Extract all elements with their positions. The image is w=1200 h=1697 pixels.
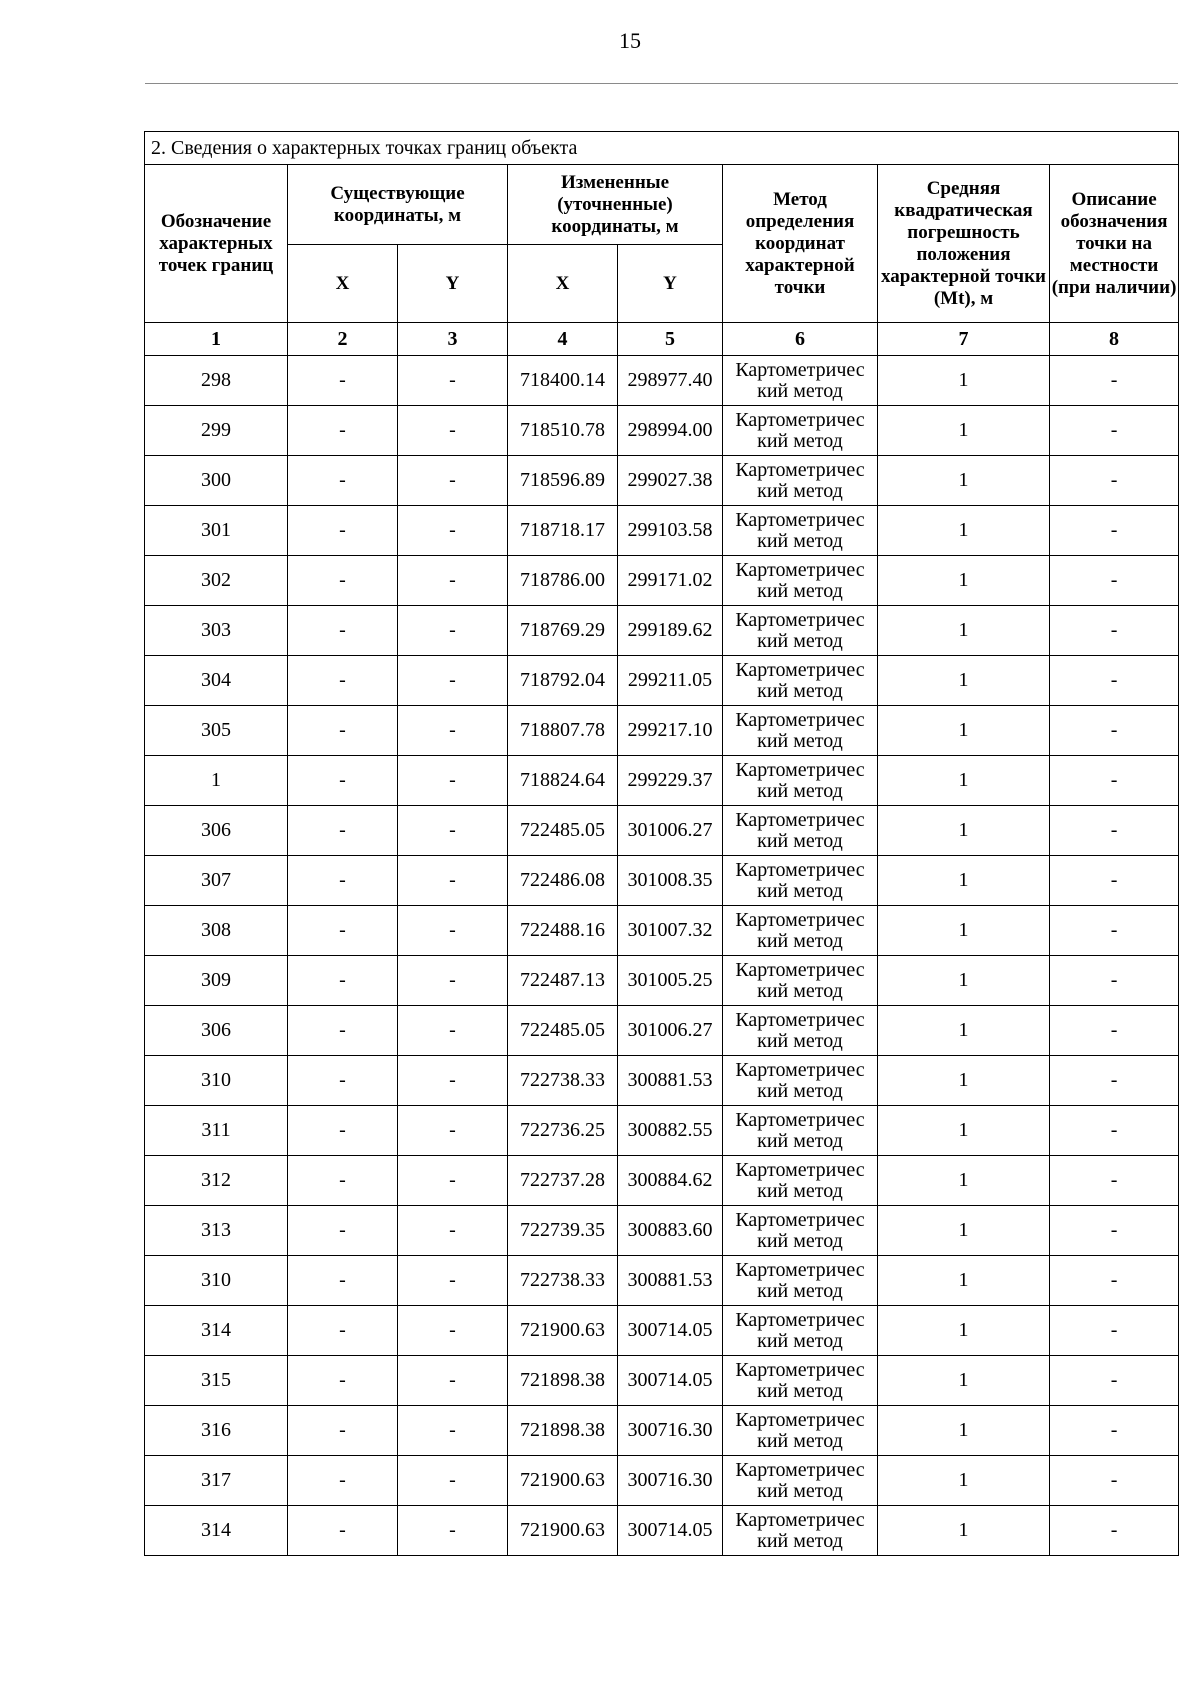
cell-mean-error: 1 — [878, 1206, 1050, 1256]
cell-method — [723, 656, 878, 706]
column-number: 2 — [288, 323, 398, 356]
cell-existing-y: - — [398, 1056, 508, 1106]
column-number: 7 — [878, 323, 1050, 356]
method-line: Картометричес — [735, 808, 865, 831]
cell-description: - — [1050, 406, 1179, 456]
cell-changed-y: 300884.62 — [618, 1156, 723, 1206]
cell-point-id: 300 — [145, 456, 288, 506]
cell-existing-y: - — [398, 456, 508, 506]
method-line: кий метод — [757, 979, 843, 1002]
cell-point-id: 302 — [145, 556, 288, 606]
method-line: Картометричес — [735, 1158, 865, 1181]
cell-existing-y: - — [398, 1206, 508, 1256]
method-line: кий метод — [757, 479, 843, 502]
cell-mean-error: 1 — [878, 1056, 1050, 1106]
cell-point-id: 308 — [145, 906, 288, 956]
cell-point-id: 316 — [145, 1406, 288, 1456]
cell-mean-error: 1 — [878, 356, 1050, 406]
cell-method — [723, 1456, 878, 1506]
cell-changed-y: 300716.30 — [618, 1406, 723, 1456]
method-line: Картометричес — [735, 708, 865, 731]
cell-existing-x: - — [288, 706, 398, 756]
cell-changed-x: 722488.16 — [508, 906, 618, 956]
cell-description: - — [1050, 1106, 1179, 1156]
cell-changed-y: 298994.00 — [618, 406, 723, 456]
cell-description: - — [1050, 656, 1179, 706]
cell-existing-x: - — [288, 1506, 398, 1556]
cell-existing-x: - — [288, 606, 398, 656]
cell-changed-y: 299229.37 — [618, 756, 723, 806]
cell-method — [723, 1006, 878, 1056]
cell-method — [723, 1056, 878, 1106]
cell-existing-x: - — [288, 1356, 398, 1406]
table-row — [145, 1356, 1179, 1406]
cell-changed-y: 299189.62 — [618, 606, 723, 656]
cell-point-id: 299 — [145, 406, 288, 456]
table-row — [145, 1406, 1179, 1456]
method-line: Картометричес — [735, 1408, 865, 1431]
cell-description: - — [1050, 356, 1179, 406]
cell-existing-y: - — [398, 1156, 508, 1206]
method-line: кий метод — [757, 529, 843, 552]
method-line: Картометричес — [735, 908, 865, 931]
cell-point-id: 314 — [145, 1306, 288, 1356]
boundary-points-table — [144, 131, 1179, 1556]
method-line: Картометричес — [735, 758, 865, 781]
method-line: Картометричес — [735, 1058, 865, 1081]
cell-point-id: 314 — [145, 1506, 288, 1556]
cell-changed-x: 722736.25 — [508, 1106, 618, 1156]
cell-mean-error: 1 — [878, 1356, 1050, 1406]
cell-description: - — [1050, 1456, 1179, 1506]
cell-mean-error: 1 — [878, 1306, 1050, 1356]
cell-existing-y: - — [398, 1306, 508, 1356]
cell-existing-x: - — [288, 1106, 398, 1156]
cell-point-id: 305 — [145, 706, 288, 756]
cell-mean-error: 1 — [878, 406, 1050, 456]
header-divider — [145, 83, 1178, 84]
cell-description: - — [1050, 856, 1179, 906]
cell-existing-x: - — [288, 656, 398, 706]
cell-point-id: 313 — [145, 1206, 288, 1256]
method-line: Картометричес — [735, 458, 865, 481]
cell-existing-x: - — [288, 1306, 398, 1356]
cell-mean-error: 1 — [878, 1256, 1050, 1306]
cell-mean-error: 1 — [878, 656, 1050, 706]
method-line: кий метод — [757, 1529, 843, 1552]
cell-changed-y: 300714.05 — [618, 1506, 723, 1556]
method-line: Картометричес — [735, 508, 865, 531]
cell-description: - — [1050, 1306, 1179, 1356]
cell-description: - — [1050, 606, 1179, 656]
cell-method — [723, 456, 878, 506]
cell-existing-y: - — [398, 806, 508, 856]
cell-description: - — [1050, 1156, 1179, 1206]
cell-point-id: 301 — [145, 506, 288, 556]
table-row — [145, 606, 1179, 656]
cell-method — [723, 1356, 878, 1406]
cell-description: - — [1050, 706, 1179, 756]
cell-method — [723, 856, 878, 906]
table-row — [145, 456, 1179, 506]
cell-description: - — [1050, 956, 1179, 1006]
cell-changed-y: 298977.40 — [618, 356, 723, 406]
cell-method — [723, 706, 878, 756]
cell-point-id: 310 — [145, 1056, 288, 1106]
method-line: Картометричес — [735, 608, 865, 631]
cell-description: - — [1050, 1256, 1179, 1306]
method-line: кий метод — [757, 1429, 843, 1452]
cell-changed-y: 301005.25 — [618, 956, 723, 1006]
cell-existing-y: - — [398, 1456, 508, 1506]
cell-changed-y: 301006.27 — [618, 806, 723, 856]
cell-existing-y: - — [398, 1406, 508, 1456]
cell-changed-x: 718786.00 — [508, 556, 618, 606]
method-line: Картометричес — [735, 658, 865, 681]
column-number-row — [145, 323, 1179, 356]
method-line: Картометричес — [735, 1008, 865, 1031]
cell-description: - — [1050, 1356, 1179, 1406]
header-changed-coords: Измененные (уточненные) координаты, м — [508, 165, 723, 245]
cell-changed-x: 718510.78 — [508, 406, 618, 456]
table-row — [145, 406, 1179, 456]
cell-existing-x: - — [288, 356, 398, 406]
cell-existing-x: - — [288, 1456, 398, 1506]
cell-point-id: 311 — [145, 1106, 288, 1156]
cell-description: - — [1050, 1006, 1179, 1056]
cell-changed-y: 301008.35 — [618, 856, 723, 906]
cell-point-id: 303 — [145, 606, 288, 656]
cell-mean-error: 1 — [878, 606, 1050, 656]
cell-changed-y: 300881.53 — [618, 1256, 723, 1306]
cell-point-id: 306 — [145, 1006, 288, 1056]
cell-point-id: 312 — [145, 1156, 288, 1206]
table-row — [145, 356, 1179, 406]
method-line: Картометричес — [735, 1458, 865, 1481]
cell-method — [723, 956, 878, 1006]
cell-mean-error: 1 — [878, 1106, 1050, 1156]
cell-changed-x: 718792.04 — [508, 656, 618, 706]
header-mean-error: Средняя квадратическая погрешность положения характерной точки (Mt), м — [878, 165, 1050, 323]
method-line: кий метод — [757, 829, 843, 852]
cell-changed-x: 722487.13 — [508, 956, 618, 1006]
cell-mean-error: 1 — [878, 706, 1050, 756]
column-number: 6 — [723, 323, 878, 356]
cell-description: - — [1050, 456, 1179, 506]
method-line: кий метод — [757, 1279, 843, 1302]
cell-existing-x: - — [288, 406, 398, 456]
cell-existing-x: - — [288, 456, 398, 506]
cell-existing-x: - — [288, 856, 398, 906]
method-line: Картометричес — [735, 858, 865, 881]
method-line: Картометричес — [735, 958, 865, 981]
method-line: кий метод — [757, 1379, 843, 1402]
cell-mean-error: 1 — [878, 556, 1050, 606]
cell-method — [723, 1506, 878, 1556]
table-row — [145, 1156, 1179, 1206]
method-line: Картометричес — [735, 1508, 865, 1531]
column-number: 3 — [398, 323, 508, 356]
cell-mean-error: 1 — [878, 1456, 1050, 1506]
method-line: Картометричес — [735, 1308, 865, 1331]
cell-point-id: 317 — [145, 1456, 288, 1506]
method-line: Картометричес — [735, 1208, 865, 1231]
cell-mean-error: 1 — [878, 1006, 1050, 1056]
cell-method — [723, 406, 878, 456]
cell-existing-x: - — [288, 1006, 398, 1056]
cell-changed-x: 718824.64 — [508, 756, 618, 806]
cell-changed-y: 299217.10 — [618, 706, 723, 756]
cell-existing-y: - — [398, 1106, 508, 1156]
cell-method — [723, 806, 878, 856]
table-row — [145, 1256, 1179, 1306]
header-existing-coords: Существующие координаты, м — [288, 165, 508, 245]
cell-method — [723, 1106, 878, 1156]
cell-changed-y: 300716.30 — [618, 1456, 723, 1506]
cell-changed-y: 299103.58 — [618, 506, 723, 556]
cell-changed-x: 722486.08 — [508, 856, 618, 906]
cell-method — [723, 1256, 878, 1306]
cell-existing-y: - — [398, 706, 508, 756]
method-line: кий метод — [757, 879, 843, 902]
method-line: кий метод — [757, 679, 843, 702]
table-row — [145, 756, 1179, 806]
table-row — [145, 1056, 1179, 1106]
method-line: кий метод — [757, 1129, 843, 1152]
method-line: Картометричес — [735, 358, 865, 381]
cell-method — [723, 606, 878, 656]
cell-method — [723, 906, 878, 956]
cell-existing-y: - — [398, 356, 508, 406]
cell-changed-y: 301007.32 — [618, 906, 723, 956]
cell-existing-y: - — [398, 956, 508, 1006]
cell-mean-error: 1 — [878, 856, 1050, 906]
cell-existing-y: - — [398, 1356, 508, 1406]
cell-description: - — [1050, 1206, 1179, 1256]
method-line: кий метод — [757, 929, 843, 952]
cell-existing-x: - — [288, 1056, 398, 1106]
cell-changed-x: 718718.17 — [508, 506, 618, 556]
cell-existing-y: - — [398, 1256, 508, 1306]
cell-description: - — [1050, 1506, 1179, 1556]
table-row — [145, 1506, 1179, 1556]
table-row — [145, 856, 1179, 906]
cell-mean-error: 1 — [878, 906, 1050, 956]
table-row — [145, 956, 1179, 1006]
cell-existing-y: - — [398, 506, 508, 556]
method-line: Картометричес — [735, 1258, 865, 1281]
header-changed-y: Y — [618, 245, 723, 323]
cell-mean-error: 1 — [878, 506, 1050, 556]
cell-changed-y: 300883.60 — [618, 1206, 723, 1256]
method-line: кий метод — [757, 1079, 843, 1102]
cell-mean-error: 1 — [878, 1506, 1050, 1556]
cell-changed-y: 299171.02 — [618, 556, 723, 606]
header-method: Метод определения координат характерной точки — [723, 165, 878, 323]
header-description: Описание обозначения точки на местности (при наличии) — [1050, 165, 1179, 323]
cell-point-id: 315 — [145, 1356, 288, 1406]
cell-description: - — [1050, 1056, 1179, 1106]
method-line: Картометричес — [735, 1358, 865, 1381]
cell-existing-x: - — [288, 806, 398, 856]
cell-mean-error: 1 — [878, 956, 1050, 1006]
table-row — [145, 1456, 1179, 1506]
cell-existing-x: - — [288, 1206, 398, 1256]
cell-method — [723, 1206, 878, 1256]
cell-existing-y: - — [398, 1006, 508, 1056]
column-number: 4 — [508, 323, 618, 356]
table-body — [145, 356, 1179, 1556]
header-existing-y: Y — [398, 245, 508, 323]
cell-existing-y: - — [398, 556, 508, 606]
cell-description: - — [1050, 906, 1179, 956]
cell-mean-error: 1 — [878, 456, 1050, 506]
cell-method — [723, 1306, 878, 1356]
cell-existing-y: - — [398, 406, 508, 456]
cell-changed-x: 718596.89 — [508, 456, 618, 506]
method-line: Картометричес — [735, 558, 865, 581]
table-row — [145, 1206, 1179, 1256]
table-row — [145, 1306, 1179, 1356]
cell-point-id: 307 — [145, 856, 288, 906]
cell-changed-y: 300882.55 — [618, 1106, 723, 1156]
cell-changed-y: 299027.38 — [618, 456, 723, 506]
cell-changed-x: 721898.38 — [508, 1406, 618, 1456]
cell-method — [723, 1156, 878, 1206]
method-line: кий метод — [757, 1029, 843, 1052]
cell-changed-x: 722738.33 — [508, 1256, 618, 1306]
cell-existing-y: - — [398, 856, 508, 906]
cell-existing-y: - — [398, 756, 508, 806]
method-line: кий метод — [757, 729, 843, 752]
cell-changed-y: 299211.05 — [618, 656, 723, 706]
table-row — [145, 1106, 1179, 1156]
table-row — [145, 906, 1179, 956]
table-row — [145, 556, 1179, 606]
method-line: Картометричес — [735, 408, 865, 431]
header-changed-x: X — [508, 245, 618, 323]
column-number: 5 — [618, 323, 723, 356]
header-existing-x: X — [288, 245, 398, 323]
cell-mean-error: 1 — [878, 1156, 1050, 1206]
method-line: Картометричес — [735, 1108, 865, 1131]
cell-changed-x: 721900.63 — [508, 1506, 618, 1556]
cell-existing-x: - — [288, 1406, 398, 1456]
cell-changed-x: 722737.28 — [508, 1156, 618, 1206]
cell-method — [723, 556, 878, 606]
method-line: кий метод — [757, 1329, 843, 1352]
cell-changed-x: 721898.38 — [508, 1356, 618, 1406]
method-line: кий метод — [757, 1229, 843, 1252]
cell-changed-x: 718769.29 — [508, 606, 618, 656]
cell-changed-y: 300714.05 — [618, 1356, 723, 1406]
page-number: 15 — [619, 28, 641, 53]
cell-description: - — [1050, 756, 1179, 806]
method-line: кий метод — [757, 579, 843, 602]
cell-point-id: 1 — [145, 756, 288, 806]
cell-existing-y: - — [398, 656, 508, 706]
cell-method — [723, 506, 878, 556]
column-number: 1 — [145, 323, 288, 356]
cell-changed-y: 301006.27 — [618, 1006, 723, 1056]
cell-existing-x: - — [288, 1156, 398, 1206]
method-line: кий метод — [757, 629, 843, 652]
cell-existing-x: - — [288, 956, 398, 1006]
table-row — [145, 706, 1179, 756]
header-designation: Обозначение характерных точек границ — [145, 165, 288, 323]
cell-changed-x: 722485.05 — [508, 806, 618, 856]
cell-description: - — [1050, 1406, 1179, 1456]
method-line: кий метод — [757, 379, 843, 402]
cell-method — [723, 756, 878, 806]
cell-existing-y: - — [398, 1506, 508, 1556]
cell-existing-x: - — [288, 906, 398, 956]
cell-point-id: 309 — [145, 956, 288, 1006]
cell-mean-error: 1 — [878, 1406, 1050, 1456]
table-row — [145, 506, 1179, 556]
cell-description: - — [1050, 506, 1179, 556]
cell-changed-x: 721900.63 — [508, 1456, 618, 1506]
cell-point-id: 304 — [145, 656, 288, 706]
cell-changed-x: 722485.05 — [508, 1006, 618, 1056]
cell-changed-y: 300881.53 — [618, 1056, 723, 1106]
cell-existing-x: - — [288, 1256, 398, 1306]
cell-point-id: 298 — [145, 356, 288, 406]
method-line: кий метод — [757, 1479, 843, 1502]
table-row — [145, 806, 1179, 856]
cell-point-id: 306 — [145, 806, 288, 856]
cell-existing-x: - — [288, 506, 398, 556]
method-line: кий метод — [757, 779, 843, 802]
cell-changed-x: 722739.35 — [508, 1206, 618, 1256]
cell-description: - — [1050, 806, 1179, 856]
cell-changed-x: 718400.14 — [508, 356, 618, 406]
cell-existing-y: - — [398, 606, 508, 656]
cell-changed-x: 722738.33 — [508, 1056, 618, 1106]
cell-method — [723, 1406, 878, 1456]
table-row — [145, 656, 1179, 706]
cell-existing-y: - — [398, 906, 508, 956]
cell-description: - — [1050, 556, 1179, 606]
method-line: кий метод — [757, 429, 843, 452]
cell-changed-y: 300714.05 — [618, 1306, 723, 1356]
table-row — [145, 1006, 1179, 1056]
cell-existing-x: - — [288, 756, 398, 806]
cell-mean-error: 1 — [878, 756, 1050, 806]
method-line: кий метод — [757, 1179, 843, 1202]
table-caption: 2. Сведения о характерных точках границ объекта — [145, 132, 1179, 165]
cell-existing-x: - — [288, 556, 398, 606]
column-number: 8 — [1050, 323, 1179, 356]
cell-changed-x: 721900.63 — [508, 1306, 618, 1356]
cell-point-id: 310 — [145, 1256, 288, 1306]
cell-method — [723, 356, 878, 406]
cell-mean-error: 1 — [878, 806, 1050, 856]
cell-changed-x: 718807.78 — [508, 706, 618, 756]
